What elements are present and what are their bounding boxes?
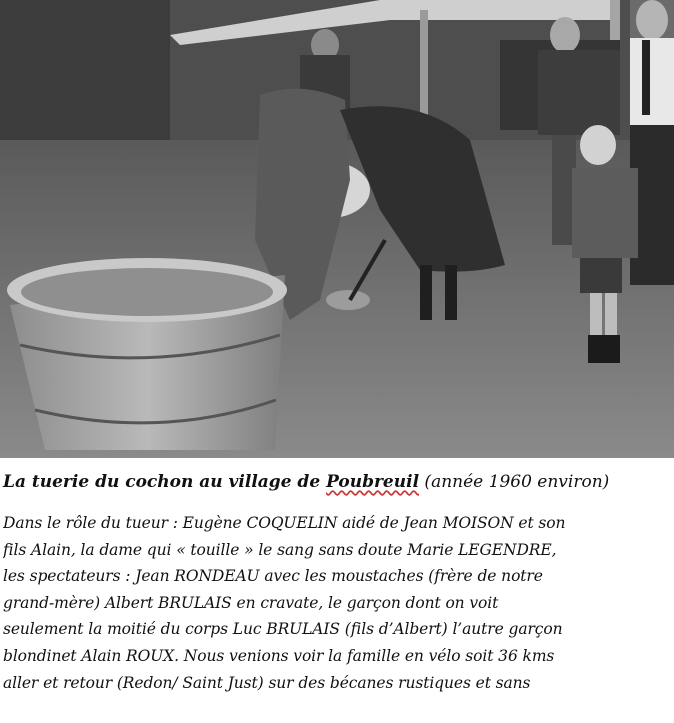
bowl: [326, 290, 370, 310]
photo-caption: [3, 470, 671, 696]
caption-title-date: (année 1960 environ): [419, 472, 610, 492]
caption-title-place: Poubreuil: [326, 472, 420, 492]
caption-line: fils Alain, la dame qui « touille » le sang sans doute Marie LEGENDRE,: [3, 540, 557, 559]
wooden-tub: [7, 258, 287, 450]
caption-line: grand-mère) Albert BRULAIS en cravate, le garçon dont on voit: [3, 593, 499, 612]
caption-title: [3, 470, 671, 494]
caption-title-lead: La tuerie du cochon au village de: [3, 472, 327, 492]
caption-line: seulement la moitié du corps Luc BRULAIS (fils d’Albert) l’autre garçon: [3, 620, 563, 639]
caption-line: blondinet Alain ROUX. Nous venions voir la famille en vélo soit 36 kms: [3, 646, 555, 665]
caption-line: les spectateurs : Jean RONDEAU avec les moustaches (frère de notre: [3, 567, 543, 586]
caption-line: Dans le rôle du tueur : Eugène COQUELIN aidé de Jean MOISON et son: [3, 514, 566, 532]
caption-line: aller et retour (Redon/ Saint Just) sur des bécanes rustiques et sans: [3, 673, 531, 692]
